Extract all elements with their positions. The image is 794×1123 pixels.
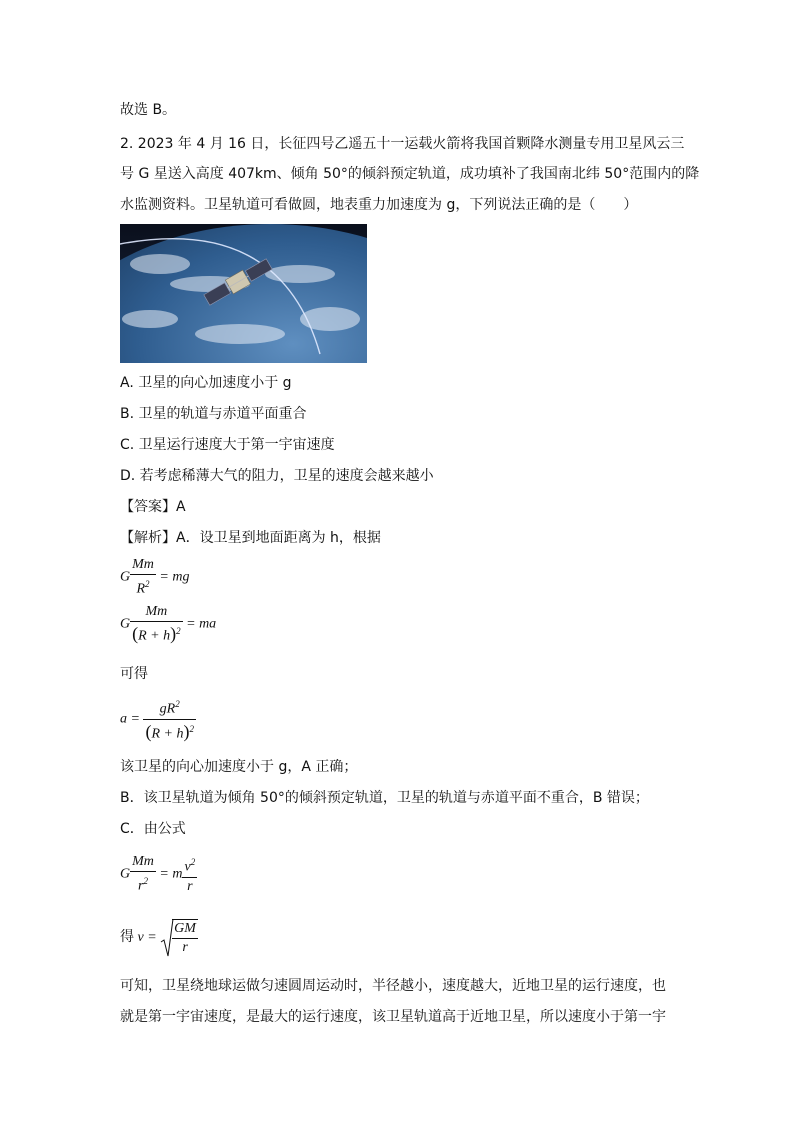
analysis-c-line-1: 可知，卫星绕地球运做匀速圆周运动时，半径越小，速度越大，近地卫星的运行速度，也 bbox=[120, 978, 666, 994]
formula-gravity-orbit: G $\frac{Mm}{(R + h)^2}$ = ma bbox=[120, 604, 217, 644]
conclusion-a: 该卫星的向心加速度小于 g，A 正确； bbox=[120, 759, 358, 775]
formula-gravity-surface: G $\frac{Mm}{R^2}$ = mg bbox=[120, 557, 190, 597]
formula-acceleration: a = $\frac{gR^2}{(R + h)^2}$ bbox=[120, 699, 194, 742]
analysis-b: B．该卫星轨道为倾角 50°的倾斜预定轨道，卫星的轨道与赤道平面不重合，B 错误； bbox=[120, 790, 649, 806]
question-line-2: 号 G 星送入高度 407km、倾角 50°的倾斜预定轨道，成功填补了我国南北纬 50°范围内的降 bbox=[120, 166, 700, 182]
keyi: 可得 bbox=[120, 666, 148, 682]
satellite-earth-photo bbox=[120, 224, 367, 363]
formula-velocity: 得 v = $\frac{GM}{r}$ bbox=[120, 918, 198, 958]
analysis-c-line-2: 就是第一宇宙速度，是最大的运行速度，该卫星轨道高于近地卫星，所以速度小于第一宇 bbox=[120, 1009, 666, 1025]
analysis-intro: 【解析】A．设卫星到地面距离为 h，根据 bbox=[120, 530, 381, 546]
option-d: D. 若考虑稀薄大气的阻力，卫星的速度会越来越小 bbox=[120, 468, 434, 484]
question-line-3: 水监测资料。卫星轨道可看做圆，地表重力加速度为 g，下列说法正确的是（ ） bbox=[120, 197, 638, 213]
option-b: B. 卫星的轨道与赤道平面重合 bbox=[120, 406, 307, 422]
answer: 【答案】A bbox=[120, 499, 186, 515]
option-a: A. 卫星的向心加速度小于 g bbox=[120, 375, 292, 391]
analysis-c-intro: C．由公式 bbox=[120, 821, 186, 837]
formula-centripetal: G $\frac{Mm}{r^2}$ = m $\frac{v^2}{r}$ bbox=[120, 854, 196, 894]
question-line-1: 2. 2023 年 4 月 16 日，长征四号乙遥五十一运载火箭将我国首颗降水测量专用卫星风云三 bbox=[120, 136, 685, 152]
prev-answer: 故选 B。 bbox=[120, 102, 177, 118]
option-c: C. 卫星运行速度大于第一宇宙速度 bbox=[120, 437, 335, 453]
